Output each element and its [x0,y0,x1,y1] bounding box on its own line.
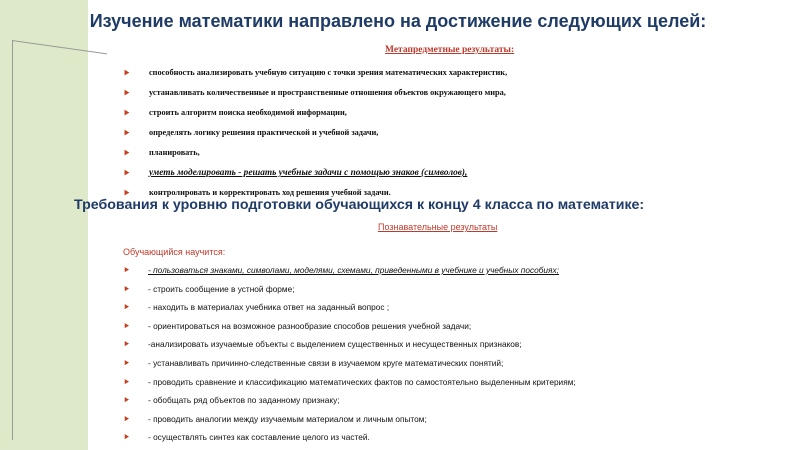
arrow-bullet-icon: ⯈ [123,68,131,78]
list-item: ⯈ - пользоваться знаками, символами, моделями, схемами, приведенными в учебнике и учебных пособиях; [123,265,559,275]
list-item: ⯈ - проводить аналогии между изучаемым материалом и личным опытом; [123,413,427,424]
arrow-bullet-icon: ⯈ [123,357,131,368]
arrow-bullet-icon: ⯈ [123,339,131,350]
arrow-bullet-icon: ⯈ [123,108,131,118]
arrow-bullet-icon: ⯈ [123,168,131,178]
decorative-sidebar [0,0,88,450]
list-item: ⯈ - строить сообщение в устной форме; [123,283,295,294]
cognitive-results-label: Познавательные результаты [378,222,498,232]
list-item: ⯈ контролировать и корректировать ход решения учебной задачи. [123,188,391,198]
list-item: ⯈ планировать, [123,148,200,158]
list-item: ⯈ - находить в материалах учебника ответ на заданный вопрос ; [123,302,390,313]
arrow-bullet-icon: ⯈ [123,432,131,443]
list-item: ⯈ -анализировать изучаемые объекты с выделением существенных и несущественных признаков; [123,339,522,350]
arrow-bullet-icon: ⯈ [123,148,131,158]
list-item: ⯈ - ориентироваться на возможное разнообразие способов решения учебной задачи; [123,320,472,331]
arrow-bullet-icon: ⯈ [123,376,131,387]
skills-list [120,264,720,450]
list-item: ⯈ устанавливать количественные и пространственные отношения объектов окружающего мира, [123,88,506,98]
learner-label: Обучающийся научится: [123,247,226,257]
metasubject-results-label: Метапредметные результаты: [385,45,515,55]
goals-list [120,66,640,206]
arrow-bullet-icon: ⯈ [123,188,131,198]
list-item: ⯈ определять логику решения практической и учебной задачи, [123,128,379,138]
requirements-heading: Требования к уровню подготовки обучающихся к концу 4 класса по математике: [74,197,645,213]
frame-line-vertical [12,40,13,440]
slide-title: Изучение математики направлено на достижение следующих целей: [89,11,707,31]
list-item: ⯈ - осуществлять синтез как составление целого из частей. [123,432,370,443]
list-item: ⯈ - проводить сравнение и классификацию математических фактов по самостоятельно выделенным критериям; [123,376,576,387]
arrow-bullet-icon: ⯈ [123,395,131,406]
list-item: ⯈ способность анализировать учебную ситуацию с точки зрения математических характеристик, [123,68,508,78]
list-item: ⯈ уметь моделировать - решать учебные задачи с помощью знаков (символов), [123,168,468,178]
list-item: ⯈ - устанавливать причинно-следственные связи в изучаемом круге математических понятий; [123,357,504,368]
arrow-bullet-icon: ⯈ [123,265,131,275]
arrow-bullet-icon: ⯈ [123,88,131,98]
arrow-bullet-icon: ⯈ [123,128,131,138]
arrow-bullet-icon: ⯈ [123,302,131,313]
arrow-bullet-icon: ⯈ [123,413,131,424]
list-item: ⯈ - обобщать ряд объектов по заданному признаку; [123,395,340,406]
arrow-bullet-icon: ⯈ [123,320,131,331]
arrow-bullet-icon: ⯈ [123,283,131,294]
list-item: ⯈ строить алгоритм поиска необходимой информации, [123,108,347,118]
